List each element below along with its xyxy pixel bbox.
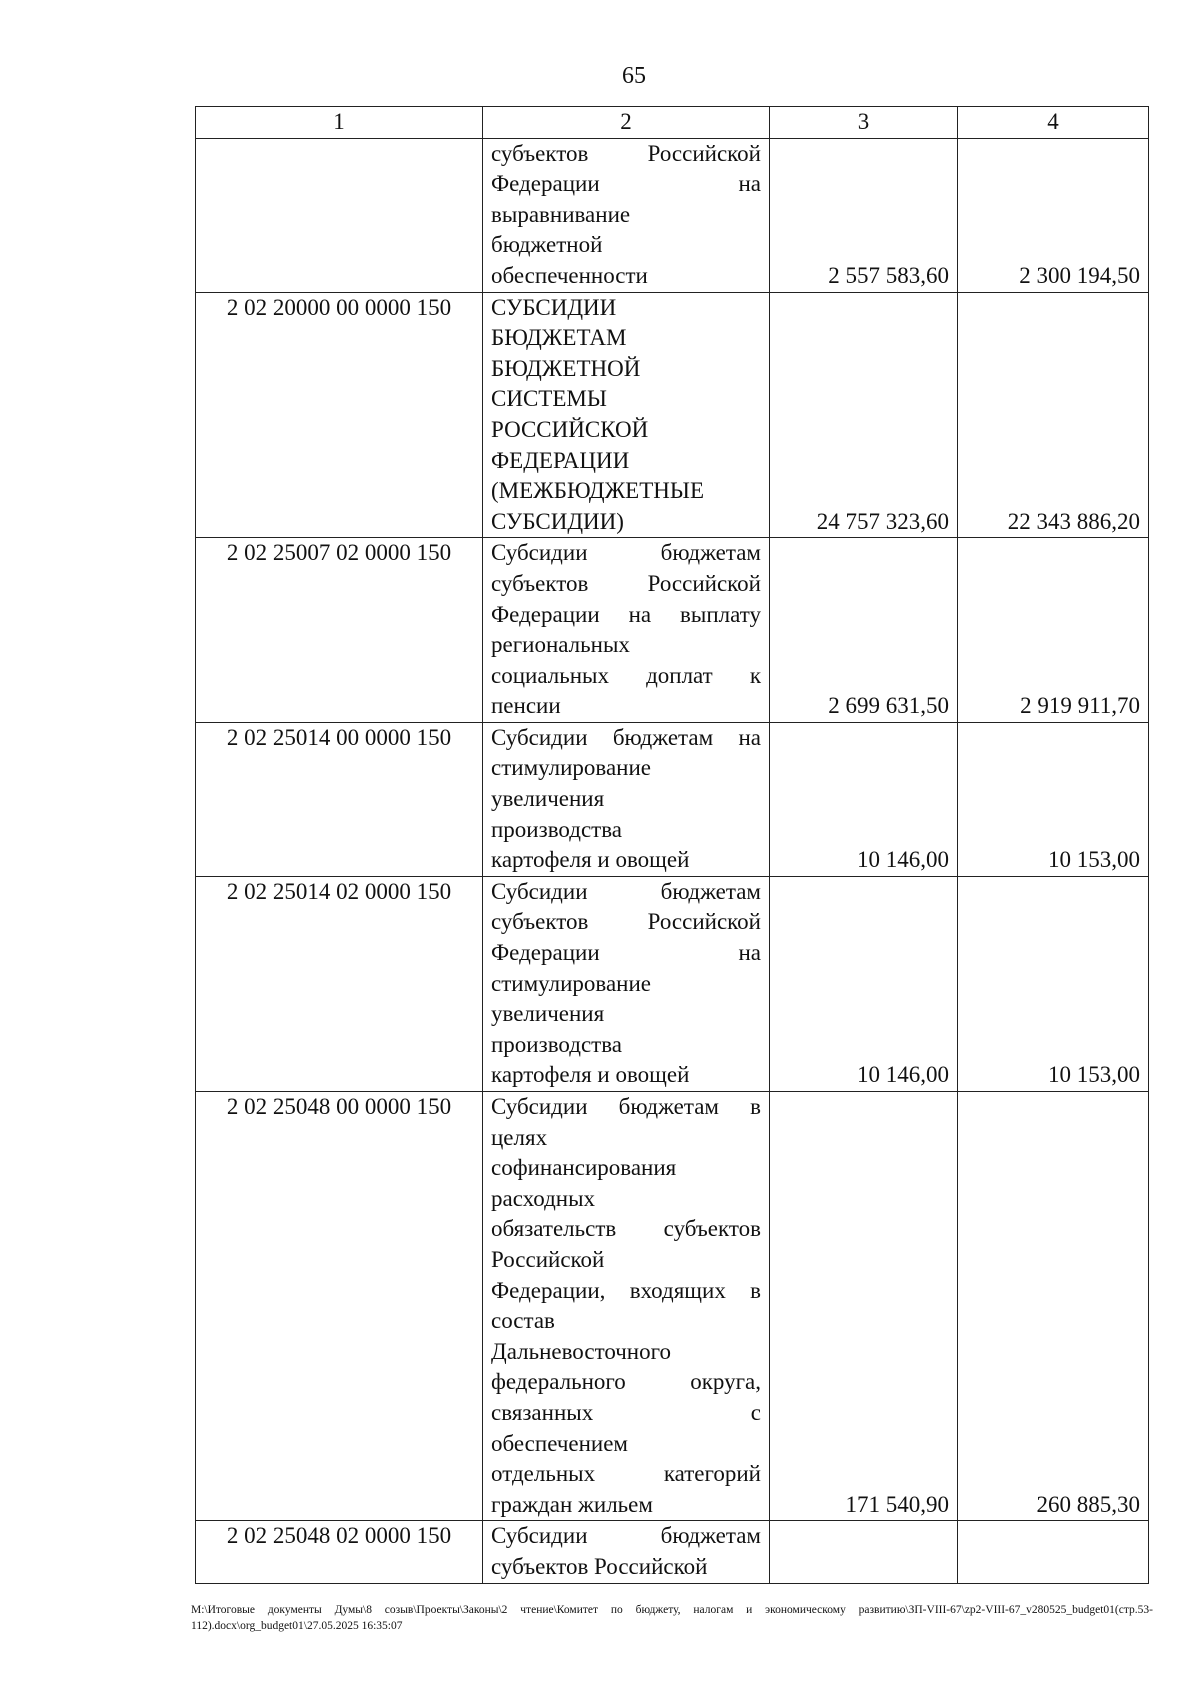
header-col-3: 3 [770,107,958,139]
table-row [196,1521,1149,1583]
income-name-line: ФЕДЕРАЦИИ [491,447,630,473]
income-name-line: граждан жильем [491,1491,653,1517]
income-name-line: связанных с [491,1399,761,1425]
income-name-line: целях [491,1124,548,1150]
amount-col4-cell: 10 153,00 [958,876,1149,1091]
income-name-line: Федерации на [491,171,761,197]
income-name-line: пенсии [491,693,561,719]
budget-code-cell: 2 02 20000 00 0000 150 [196,292,483,538]
income-name-line: картофеля и овощей [491,847,690,873]
income-name-line: стимулирование [491,970,651,996]
income-name-line: картофеля и овощей [491,1062,690,1088]
income-name-line: субъектов Российской [491,1553,708,1579]
budget-code-cell: 2 02 25014 00 0000 150 [196,722,483,876]
income-name-line: Дальневосточного [491,1338,671,1364]
income-name-line: БЮДЖЕТНОЙ [491,355,641,381]
income-name-line: увеличения [491,786,605,812]
table-row [196,722,1149,876]
budget-code-cell: 2 02 25007 02 0000 150 [196,538,483,723]
budget-code-cell [196,138,483,292]
amount-col3-cell: 10 146,00 [770,722,958,876]
income-name-line: Субсидии бюджетам [491,540,761,566]
income-name-cell [483,138,770,292]
income-name-line: субъектов Российской [491,140,761,166]
income-name-line: субъектов Российской [491,570,761,596]
page-number: 65 [622,63,646,89]
income-name-line: производства [491,816,622,842]
amount-col4-cell: 2 919 911,70 [958,538,1149,723]
income-name-cell [483,1092,770,1521]
income-name-line: стимулирование [491,755,651,781]
income-name-line: региональных [491,632,630,658]
income-name-line: РОССИЙСКОЙ [491,416,649,442]
amount-col3-cell: 10 146,00 [770,876,958,1091]
income-name-line: субъектов Российской [491,909,761,935]
budget-table [195,106,1149,1584]
income-name-cell [483,876,770,1091]
amount-col4-cell [958,1521,1149,1583]
income-name-line: СУБСИДИИ) [491,508,624,534]
amount-col4-cell: 2 300 194,50 [958,138,1149,292]
amount-col4-cell: 260 885,30 [958,1092,1149,1521]
income-name-line: Субсидии бюджетам [491,878,761,904]
income-name-line: обязательств субъектов [491,1216,761,1242]
income-name-line: (МЕЖБЮДЖЕТНЫЕ [491,478,704,504]
header-col-4: 4 [958,107,1149,139]
income-name-line: Федерации на [491,940,761,966]
income-name-line: расходных [491,1185,596,1211]
income-name-cell [483,722,770,876]
amount-col3-cell: 24 757 323,60 [770,292,958,538]
income-name-line: обеспечением [491,1430,628,1456]
income-name-line: СИСТЕМЫ [491,386,607,412]
income-name-line: федерального округа, [491,1369,761,1395]
income-name-line: Субсидии бюджетам на [491,724,761,750]
document-path-footer: M:\Итоговые документы Думы\8 созыв\Проекты\Законы\2 чтение\Комитет по бюджету, налогам и экономическому развитию\ЗП-VIII-67\zp2-VIII-67_v280525_budget01(стр.53-112).docx\org_budget01\27.05.2025 16:35:07 [191,1604,1153,1632]
income-name-cell [483,538,770,723]
table-header-row [196,107,1149,139]
income-name-line: обеспеченности [491,262,648,288]
amount-col3-cell: 2 699 631,50 [770,538,958,723]
amount-col3-cell [770,1521,958,1583]
income-name-line: бюджетной [491,232,603,258]
table-row [196,1092,1149,1521]
budget-code-cell: 2 02 25014 02 0000 150 [196,876,483,1091]
income-name-line: отдельных категорий [491,1461,761,1487]
amount-col3-cell: 171 540,90 [770,1092,958,1521]
header-col-1: 1 [196,107,483,139]
income-name-line: Российской [491,1246,605,1272]
amount-col4-cell: 10 153,00 [958,722,1149,876]
income-name-line: СУБСИДИИ [491,294,617,320]
income-name-line: Субсидии бюджетам [491,1523,761,1549]
budget-code-cell: 2 02 25048 00 0000 150 [196,1092,483,1521]
income-name-line: софинансирования [491,1155,677,1181]
header-col-2: 2 [483,107,770,139]
income-name-line: социальных доплат к [491,662,761,688]
income-name-line: состав [491,1308,555,1334]
amount-col4-cell: 22 343 886,20 [958,292,1149,538]
income-name-line: выравнивание [491,201,631,227]
amount-col3-cell: 2 557 583,60 [770,138,958,292]
budget-code-cell: 2 02 25048 02 0000 150 [196,1521,483,1583]
income-name-cell [483,1521,770,1583]
table-row [196,538,1149,723]
income-name-line: Субсидии бюджетам в [491,1094,761,1119]
table-row [196,876,1149,1091]
income-name-line: Федерации на выплату [491,601,761,627]
table-row [196,292,1149,538]
income-name-line: увеличения [491,1001,605,1027]
income-name-line: Федерации, входящих в [491,1277,761,1303]
table-row [196,138,1149,292]
income-name-line: БЮДЖЕТАМ [491,325,627,351]
income-name-line: производства [491,1031,622,1057]
income-name-cell [483,292,770,538]
